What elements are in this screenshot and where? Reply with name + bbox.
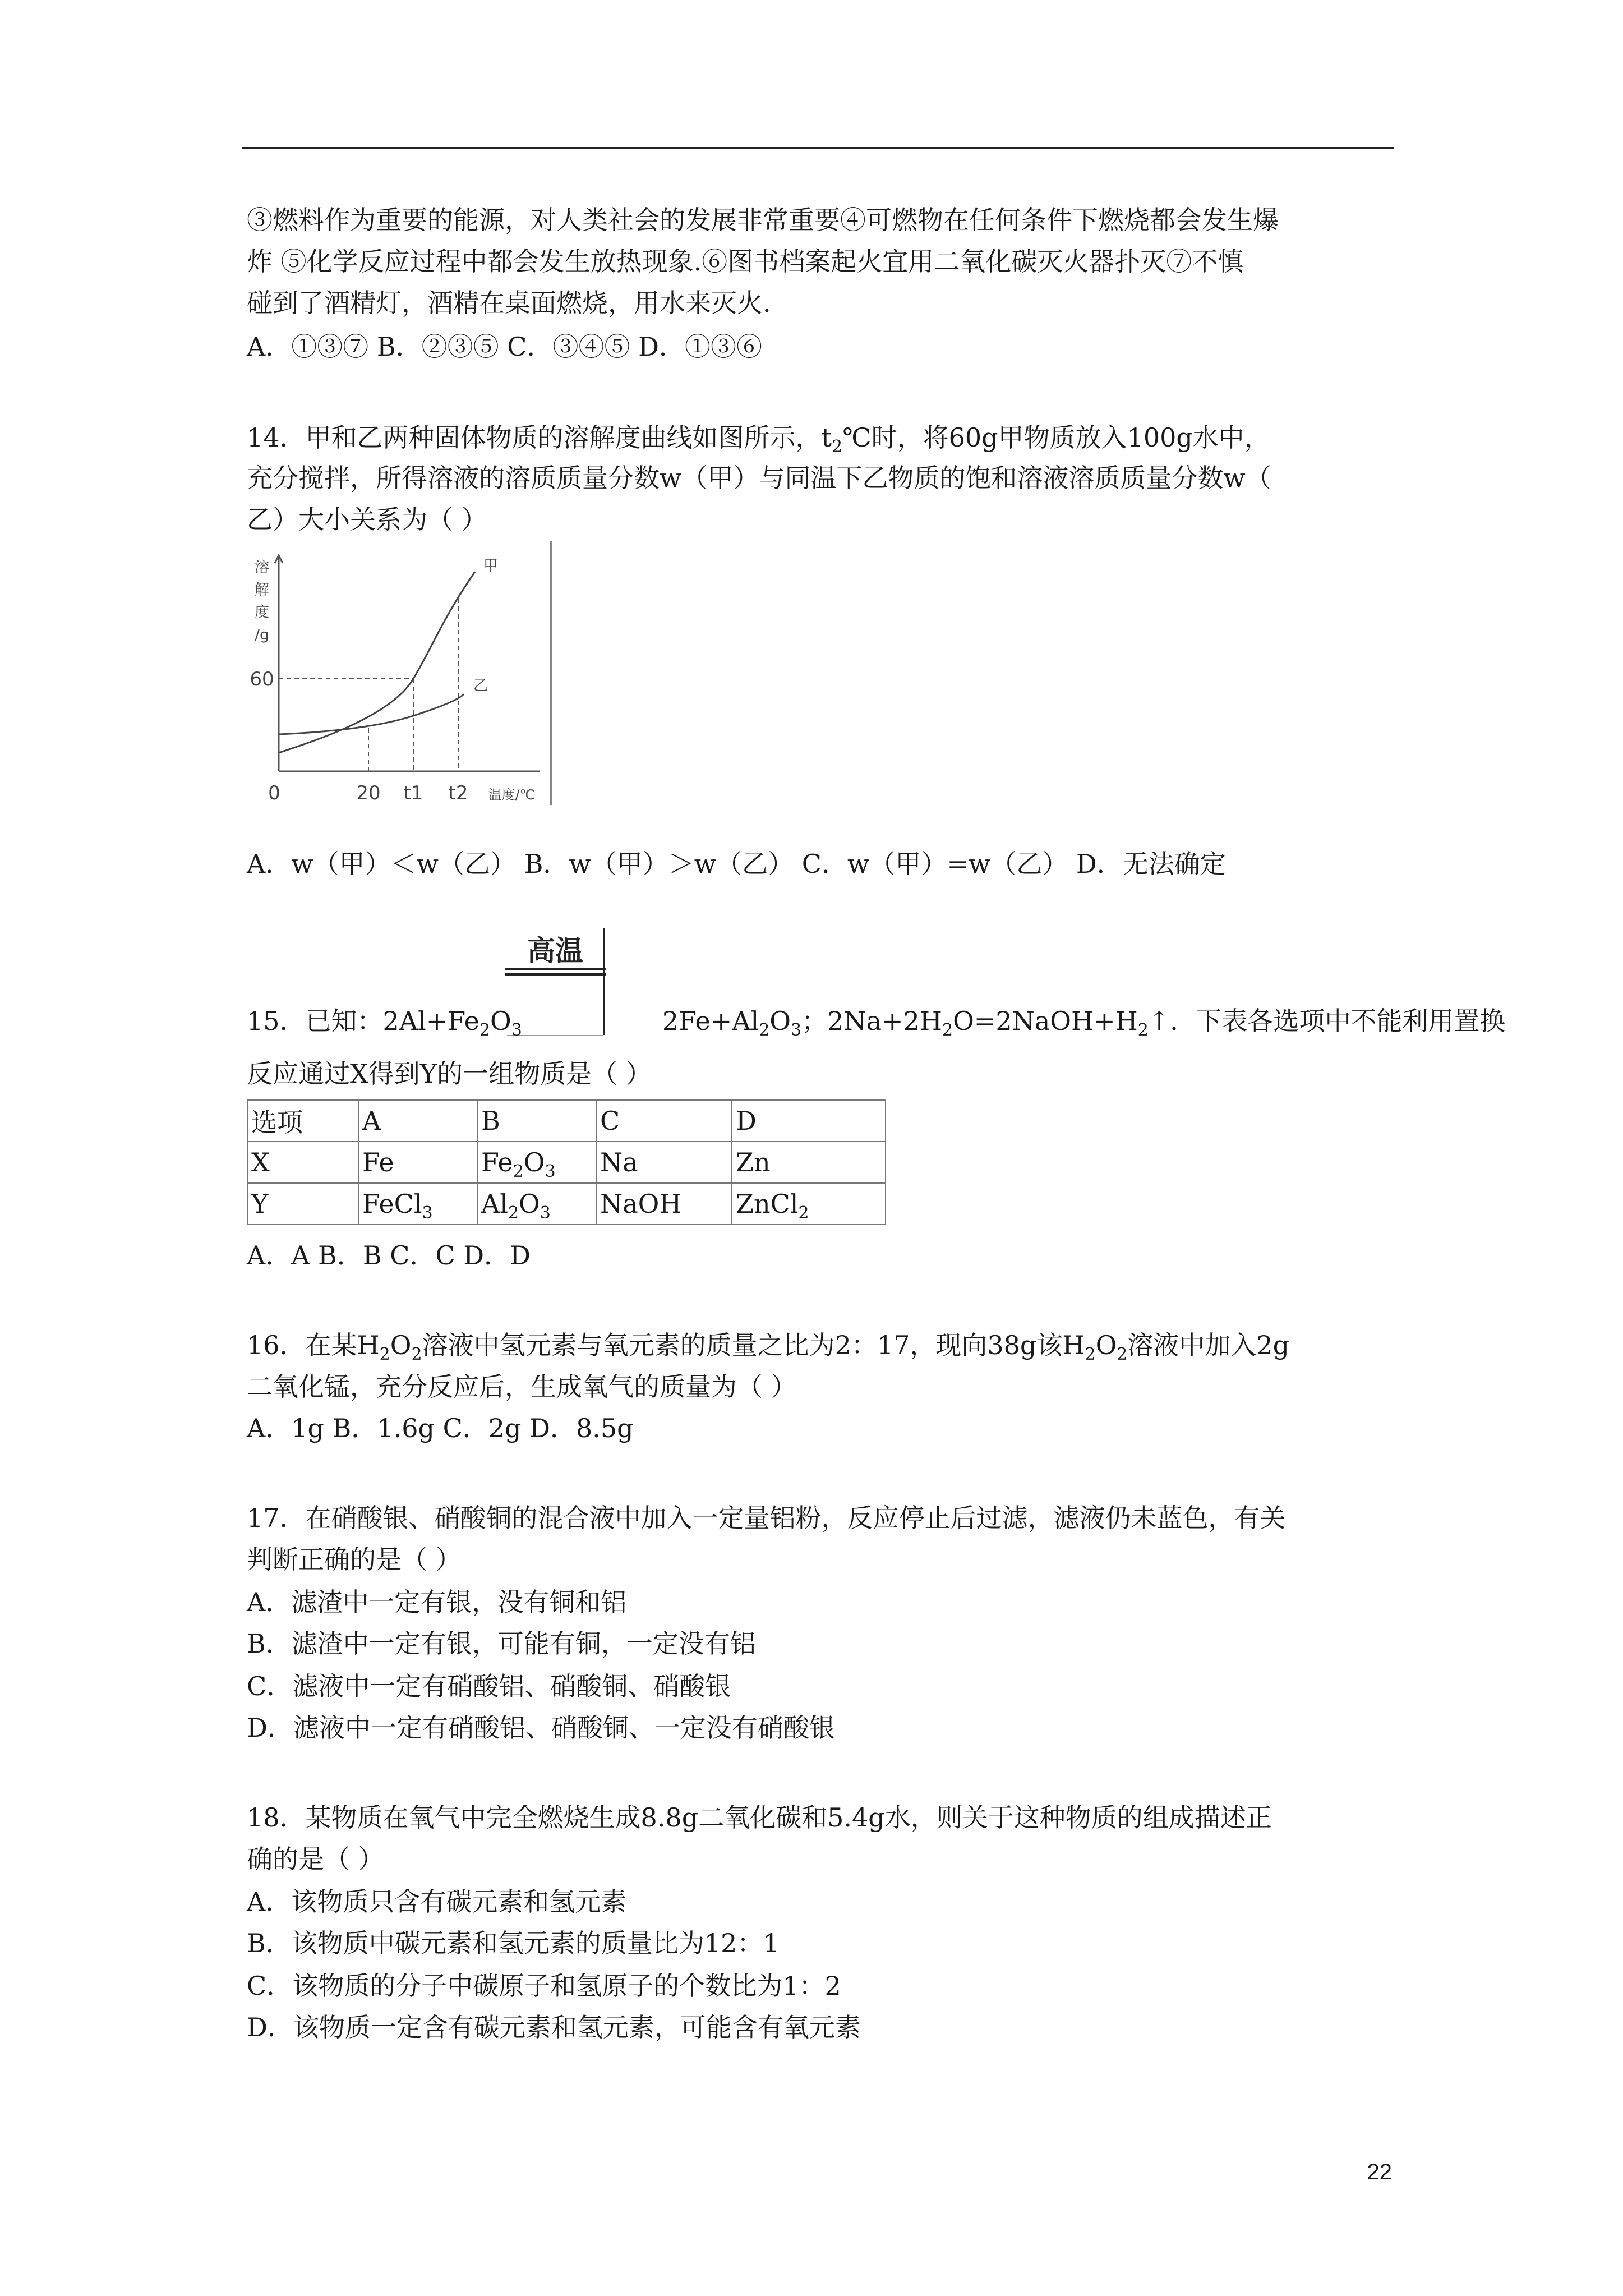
q18-option-b: B．该物质中碳元素和氢元素的质量比为12：1 bbox=[247, 1928, 780, 1958]
y-tick-label: 60 bbox=[250, 668, 274, 691]
q17-option-b: B．滤渣中一定有银，可能有铜，一定没有铝 bbox=[247, 1628, 756, 1659]
q18-line1: 18．某物质在氧气中完全燃烧生成8.8g二氧化碳和5.4g水，则关于这种物质的组成描述正 bbox=[247, 1802, 1272, 1833]
q13-line1: ③燃料作为重要的能源，对人类社会的发展非常重要④可燃物在任何条件下燃烧都会发生爆 bbox=[247, 205, 1279, 235]
q17-option-c: C．滤液中一定有硝酸铝、硝酸铜、硝酸银 bbox=[247, 1671, 731, 1701]
q13-line2: 炸 ⑤化学反应过程中都会发生放热现象.⑥图书档案起火宜用二氧化碳灭火器扑灭⑦不慎 bbox=[247, 246, 1244, 277]
table-cell: C bbox=[596, 1100, 732, 1142]
equals-bar-bottom bbox=[505, 973, 606, 976]
x-axis-label: 温度/℃ bbox=[488, 787, 535, 803]
q18-option-d: D．该物质一定含有碳元素和氢元素，可能含有氧元素 bbox=[247, 2012, 861, 2042]
q18-line2: 确的是（ ） bbox=[247, 1844, 384, 1874]
table-cell: 选项 bbox=[247, 1100, 358, 1142]
series-label-yi: 乙 bbox=[473, 678, 488, 694]
table-cell: FeCl$_3$ bbox=[358, 1183, 477, 1225]
table-cell: Zn bbox=[732, 1142, 886, 1183]
table-cell: Na bbox=[596, 1142, 732, 1183]
q14-line3: 乙）大小关系为（ ） bbox=[247, 504, 487, 535]
table-cell: B bbox=[477, 1100, 596, 1142]
q14-line2: 充分搅拌，所得溶液的溶质质量分数w（甲）与同温下乙物质的饱和溶液溶质质量分数w（ bbox=[247, 463, 1271, 493]
table-row bbox=[247, 1142, 886, 1183]
q15-line1: 15．已知：$2Al+Fe_2O_3$ $2Fe+Al_2O_3$；$2Na+2H_2O=2NaOH+H_2↑$．下表各选项中不能利用置换 bbox=[247, 1006, 1506, 1040]
q13-line3: 碰到了酒精灯，酒精在桌面燃烧，用水来灭火. bbox=[247, 288, 771, 318]
header-rule bbox=[242, 147, 1394, 149]
q14-options: A．w（甲）＜w（乙） B．w（甲）＞w（乙） C．w（甲）=w（乙） D．无法确定 bbox=[247, 849, 1226, 879]
table-cell: A bbox=[358, 1100, 477, 1142]
table-row bbox=[247, 1100, 886, 1142]
q17-option-d: D．滤液中一定有硝酸铝、硝酸铜、一定没有硝酸银 bbox=[247, 1713, 835, 1743]
x-tick-label: t1 bbox=[403, 782, 423, 804]
reaction-condition: 高温 bbox=[527, 935, 583, 967]
table-cell: D bbox=[732, 1100, 886, 1142]
q16-options: A．1g B．1.6g C．2g D．8.5g bbox=[247, 1413, 634, 1443]
table-cell: $Fe_2O_3$ bbox=[477, 1142, 596, 1183]
x-tick-label: t2 bbox=[448, 782, 468, 804]
q17-line1: 17．在硝酸银、硝酸铜的混合液中加入一定量铝粉，反应停止后过滤，滤液仍未蓝色，有关 bbox=[247, 1503, 1286, 1533]
q16-line2: 二氧化锰，充分反应后，生成氧气的质量为（ ） bbox=[247, 1372, 797, 1402]
equals-bar-top bbox=[505, 968, 606, 970]
table-cell: NaOH bbox=[596, 1183, 732, 1225]
solubility-chart bbox=[248, 541, 552, 805]
series-line-jia bbox=[279, 572, 475, 753]
table-cell: X bbox=[247, 1142, 358, 1183]
table-cell: $Al_2O_3$ bbox=[477, 1183, 596, 1225]
q15-options: A．A B．B C．C D．D bbox=[247, 1240, 531, 1271]
y-axis-label: 溶 bbox=[254, 559, 270, 576]
table-cell: Y bbox=[247, 1183, 358, 1225]
y-axis-label: 解 bbox=[254, 582, 270, 599]
table-cell: Fe bbox=[358, 1142, 477, 1183]
q16-line1: 16．在某$H_2O_2$溶液中氢元素与氧元素的质量之比为2：17，现向38g该$H_2O_2$溶液中加入2g bbox=[247, 1330, 1290, 1364]
q18-option-a: A．该物质只含有碳元素和氢元素 bbox=[247, 1887, 627, 1917]
q15-line2: 反应通过X得到Y的一组物质是（ ） bbox=[247, 1059, 652, 1089]
x-tick-label: 20 bbox=[356, 782, 381, 804]
q13-options: A．①③⑦ B．②③⑤ C．③④⑤ D．①③⑥ bbox=[247, 332, 762, 362]
y-axis-label: /g bbox=[255, 627, 269, 643]
table-cell: ZnCl$_2$ bbox=[732, 1183, 886, 1225]
options-table bbox=[247, 1099, 886, 1225]
x-tick-label: 0 bbox=[268, 782, 280, 804]
q17-option-a: A．滤渣中一定有银，没有铜和铝 bbox=[247, 1587, 627, 1617]
q18-option-c: C．该物质的分子中碳原子和氢原子的个数比为1：2 bbox=[247, 1971, 841, 2001]
series-label-jia: 甲 bbox=[483, 558, 499, 574]
page-number: 22 bbox=[1367, 2160, 1392, 2184]
q14-line1: 14．甲和乙两种固体物质的溶解度曲线如图所示，$t_2℃$时，将60g甲物质放入100g水中， bbox=[247, 422, 1270, 457]
y-axis-label: 度 bbox=[254, 604, 270, 621]
q17-line2: 判断正确的是（ ） bbox=[247, 1544, 462, 1575]
table-row bbox=[247, 1183, 886, 1225]
series-line-yi bbox=[279, 694, 464, 734]
